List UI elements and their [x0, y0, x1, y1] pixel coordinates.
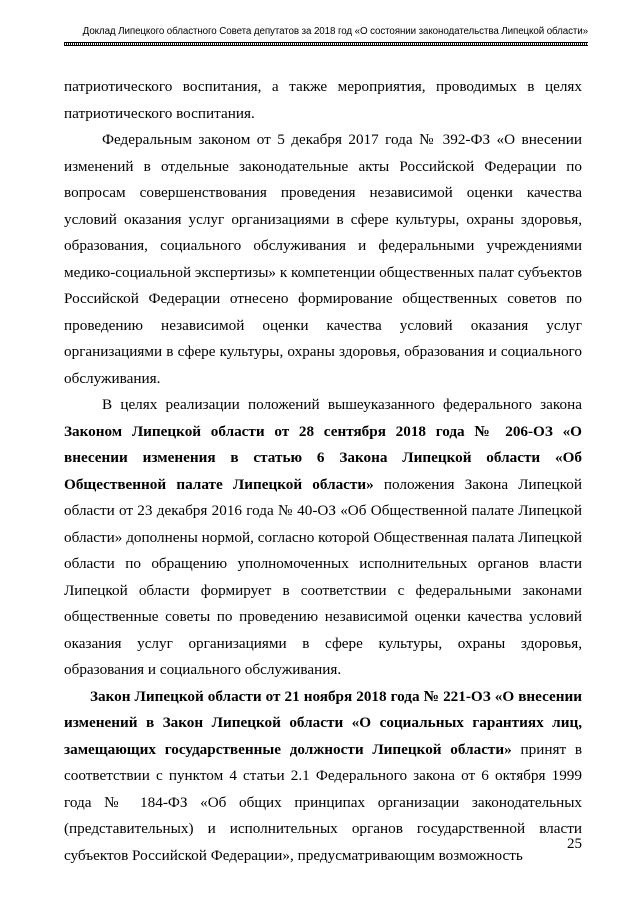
law-206-oz-title: Законом Липецкой области от 28 сентября 2018 года № 206-ОЗ «О внесении изменения в статью 6 Закона Липецкой области «Об Общественной палате Липецкой области» [64, 422, 582, 493]
running-header: Доклад Липецкого областного Совета депутатов за 2018 год «О состоянии законодательства Липецкой области» [82, 26, 588, 37]
paragraph-2: Федеральным законом от 5 декабря 2017 года № 392-ФЗ «О внесении изменений в отдельные законодательные акты Российской Федерации по вопросам совершенствования проведения независимой оценки качества условий оказания услуг организациями в сфере культуры, охраны здоровья, образования, социального обслуживания и федеральными учреждениями медико-социальной экспертизы» к компетенции общественных палат субъектов Российской Федерации отнесено формирование общественных советов по проведению независимой оценки качества условий оказания услуг организациями в сфере культуры, охраны здоровья, образования и социального обслуживания. [64, 131, 582, 387]
page-number: 25 [567, 836, 582, 852]
law-221-oz-title: Закон Липецкой области от 21 ноября 2018 года № 221-ОЗ «О внесении изменений в Закон Липецкой области «О социальных гарантиях лиц, замещающих государственные должности Липецкой области» [64, 687, 582, 758]
paragraph-3 [64, 392, 582, 684]
document-body [64, 74, 582, 869]
paragraph-4-rest: принят в соответствии с пунктом 4 статьи 2.1 Федерального закона от 6 октября 1999 года № 184-ФЗ «Об общих принципах организации законодательных (представительных) и исполнительных органов государственной власти субъектов Российской Федерации», предусматривающим возможность [64, 740, 582, 864]
paragraph-3-rest: положения Закона Липецкой области от 23 декабря 2016 года № 40-ОЗ «Об Общественной палате Липецкой области» дополнены нормой, согласно которой Общественная палата Липецкой области по обращению уполномоченных исполнительных органов власти Липецкой области формирует в соответствии с федеральными законами общественные советы по проведению независимой оценки качества условий оказания услуг организациями в сфере культуры, охраны здоровья, образования и социального обслуживания. [64, 475, 583, 678]
paragraph-1: патриотического воспитания, а также мероприятия, проводимых в целях патриотического воспитания. [64, 78, 582, 122]
paragraph-4 [64, 684, 582, 870]
paragraph-3-lead: В целях реализации положений вышеуказанного федерального закона [102, 396, 582, 413]
header-rule [64, 42, 588, 46]
